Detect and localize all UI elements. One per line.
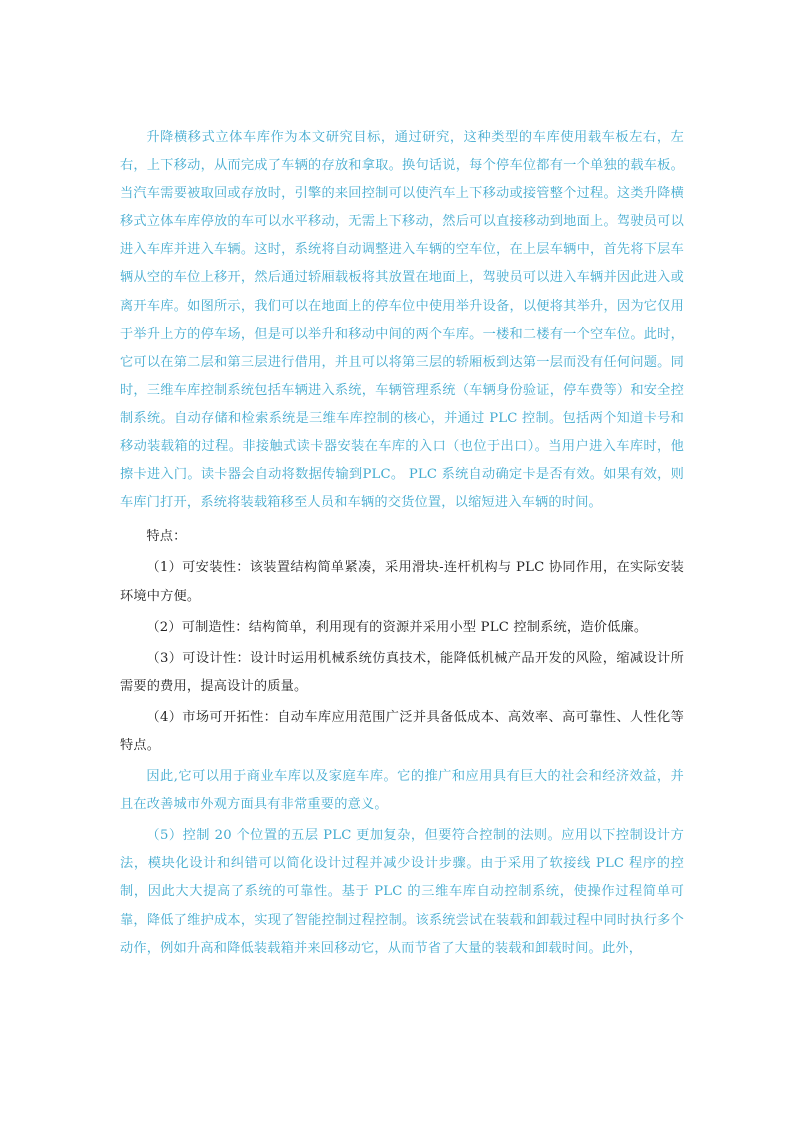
control-paragraph: （5）控制 20 个位置的五层 PLC 更加复杂，但要符合控制的法则。应用以下控制设计方法，模块化设计和纠错可以简化设计过程并减少设计步骤。由于采用了软接线 PLC 程序的控制，因此大大提高了系统的可靠性。基于 PLC 的三维车库自动控制系统，使操作过程简单可靠，降低了维护成本，实现了智能控制过程控制。该系统尝试在装载和卸载过程中同时执行多个动作，例如升高和降低装载箱并来回移动它，从而节省了大量的装载和卸载时间。此外， [120,828,684,956]
feature-installability: （1）可安装性：该装置结构简单紧凑，采用滑块-连杆机构与 PLC 协同作用，在实际安装环境中方便。 [120,560,684,604]
features-heading: 特点： [146,529,187,545]
conclusion-paragraph: 因此,它可以用于商业车库以及家庭车库。它的推广和应用具有巨大的社会和经济效益，并且在改善城市外观方面具有非常重要的意义。 [120,769,684,813]
feature-designability: （3）可设计性：设计时运用机械系统仿真技术，能降低机械产品开发的风险，缩减设计所需要的费用，提高设计的质量。 [120,650,684,694]
intro-paragraph: 升降横移式立体车库作为本文研究目标，通过研究，这种类型的车库使用载车板左右，左右，上下移动，从而完成了车辆的存放和拿取。换句话说，每个停车位都有一个单独的载车板。当汽车需要被取回或存放时，引擎的来回控制可以使汽车上下移动或接管整个过程。这类升降横移式立体车库停放的车可以水平移动，无需上下移动，然后可以直接移动到地面上。驾驶员可以进入车库并进入车辆。这时，系统将自动调整进入车辆的空车位，在上层车辆中，首先将下层车辆从空的车位上移开，然后通过轿厢载板将其放置在地面上，驾驶员可以进入车辆并因此进入或离开车库。如图所示，我们可以在地面上的停车位中使用举升设备，以便将其举升，因为它仅用于举升上方的停车场，但是可以举升和移动中间的两个车库。一楼和二楼有一个空车位。此时，它可以在第二层和第三层进行借用，并且可以将第三层的轿厢板到达第一层而没有任何问题。同时，三维车库控制系统包括车辆进入系统，车辆管理系统（车辆身份验证，停车费等）和安全控制系统。自动存储和检索系统是三维车库控制的核心，并通过 PLC 控制。包括两个知道卡号和移动装载箱的过程。非接触式读卡器安装在车库的入口（也位于出口）。当用户进入车库时，他擦卡进入门。读卡器会自动将数据传输到PLC。 PLC 系统自动确定卡是否有效。如果有效，则车库门打开，系统将装载箱移至人员和车辆的交货位置，以缩短进入车辆的时间。 [120,130,684,511]
feature-manufacturability: （2）可制造性：结构简单，利用现有的资源并采用小型 PLC 控制系统，造价低廉。 [146,619,648,635]
document-page [120,124,684,963]
feature-marketability: （4）市场可开拓性：自动车库应用范围广泛并具备低成本、高效率、高可靠性、人性化等特点。 [120,709,684,753]
